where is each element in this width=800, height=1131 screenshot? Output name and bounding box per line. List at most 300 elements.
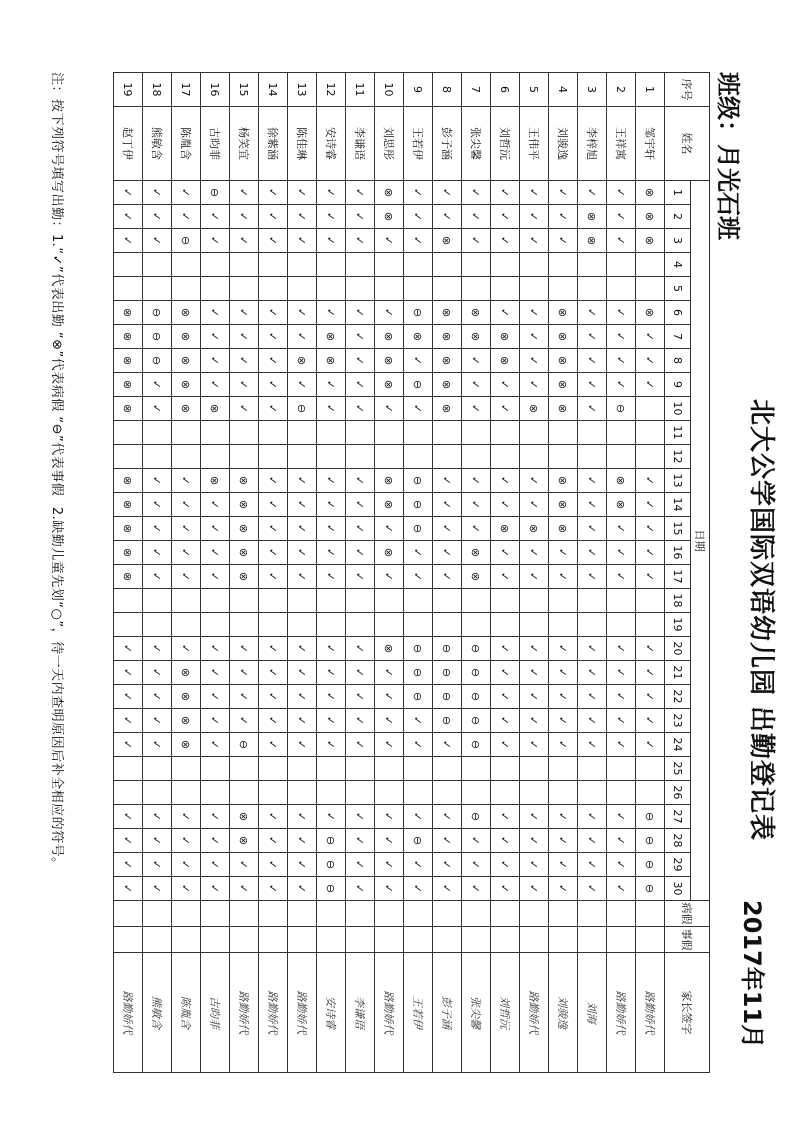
attendance-mark: ✓ [549,181,578,205]
attendance-mark: ✓ [259,397,288,421]
row-sick-total [578,901,607,927]
attendance-mark: ✓ [143,541,172,565]
attendance-mark: ✓ [433,181,462,205]
attendance-mark [433,421,462,445]
attendance-mark: ✓ [114,733,143,757]
attendance-mark: ✓ [636,349,665,373]
parent-signature: 熊敏含 [143,953,172,1073]
attendance-mark: ✓ [549,829,578,853]
day-header: 5 [665,277,691,301]
attendance-mark: ✓ [549,805,578,829]
attendance-mark [491,253,520,277]
attendance-mark: ⊗ [317,325,346,349]
attendance-mark: ✓ [433,829,462,853]
row-seq: 15 [230,73,259,107]
attendance-mark [520,589,549,613]
row-sick-total [491,901,520,927]
table-row [114,73,143,1073]
attendance-mark: ✓ [404,805,433,829]
row-seq: 12 [317,73,346,107]
row-name: 陈佳琳 [288,107,317,181]
attendance-mark: ⊖ [201,181,230,205]
attendance-mark [172,421,201,445]
attendance-mark: ⊖ [143,349,172,373]
attendance-mark: ✓ [259,733,288,757]
attendance-mark [201,253,230,277]
attendance-mark: ✓ [578,325,607,349]
attendance-mark: ✓ [491,181,520,205]
row-sick-total [114,901,143,927]
attendance-mark: ⊗ [636,205,665,229]
parent-signature: 张尖馨 [462,953,491,1073]
attendance-mark: ✓ [607,301,636,325]
attendance-mark: ✓ [201,709,230,733]
attendance-mark [114,253,143,277]
attendance-mark: ⊗ [636,301,665,325]
parent-signature: 古昀菲 [201,953,230,1073]
attendance-mark [549,277,578,301]
attendance-mark: ✓ [172,541,201,565]
attendance-mark: ✓ [288,541,317,565]
attendance-mark: ✓ [520,373,549,397]
attendance-mark [578,757,607,781]
attendance-mark [520,277,549,301]
attendance-mark: ✓ [143,517,172,541]
attendance-mark: ✓ [201,853,230,877]
attendance-mark: ✓ [433,541,462,565]
attendance-mark: ✓ [201,205,230,229]
attendance-mark: ✓ [172,829,201,853]
day-header: 4 [665,253,691,277]
attendance-mark: ✓ [404,181,433,205]
row-sick-total [375,901,404,927]
attendance-mark: ✓ [143,565,172,589]
attendance-mark [462,781,491,805]
attendance-mark: ✓ [288,685,317,709]
attendance-mark: ✓ [114,637,143,661]
day-header: 29 [665,853,691,877]
attendance-mark: ⊗ [491,325,520,349]
attendance-mark: ✓ [578,541,607,565]
attendance-mark: ✓ [317,373,346,397]
attendance-mark: ⊖ [404,301,433,325]
attendance-mark: ⊗ [375,205,404,229]
attendance-mark [375,277,404,301]
attendance-mark: ✓ [404,229,433,253]
row-personal-total [230,927,259,953]
attendance-mark: ✓ [491,541,520,565]
row-personal-total [143,927,172,953]
attendance-mark: ✓ [317,541,346,565]
attendance-mark [172,613,201,637]
attendance-mark [259,781,288,805]
attendance-mark: ✓ [607,661,636,685]
attendance-mark: ✓ [143,469,172,493]
attendance-mark [375,445,404,469]
attendance-mark: ✓ [520,541,549,565]
attendance-mark: ⊗ [549,349,578,373]
row-name: 古昀菲 [201,107,230,181]
attendance-mark: ✓ [317,181,346,205]
attendance-mark [143,589,172,613]
attendance-mark: ✓ [172,565,201,589]
row-sick-total [172,901,201,927]
attendance-mark [317,277,346,301]
attendance-mark [201,757,230,781]
attendance-mark [375,757,404,781]
attendance-mark: ⊗ [375,325,404,349]
attendance-mark [114,781,143,805]
attendance-mark [375,781,404,805]
attendance-mark: ✓ [636,541,665,565]
attendance-mark: ✓ [259,565,288,589]
attendance-mark: ⊗ [375,349,404,373]
attendance-mark: ⊗ [491,349,520,373]
row-name: 安诗睿 [317,107,346,181]
attendance-mark: ⊗ [375,541,404,565]
attendance-mark: ⊖ [288,397,317,421]
attendance-mark [549,253,578,277]
attendance-mark [636,589,665,613]
row-seq: 2 [607,73,636,107]
attendance-mark [578,253,607,277]
attendance-mark: ⊗ [375,637,404,661]
attendance-mark: ✓ [346,805,375,829]
attendance-mark: ✓ [520,877,549,901]
attendance-mark: ⊖ [433,637,462,661]
attendance-mark: ✓ [491,661,520,685]
attendance-mark: ⊗ [172,325,201,349]
parent-signature: 李谦语 [346,953,375,1073]
parent-signature: 王若伊 [404,953,433,1073]
attendance-mark: ⊗ [433,229,462,253]
row-seq: 1 [636,73,665,107]
table-row [288,73,317,1073]
attendance-mark: ✓ [346,709,375,733]
attendance-mark [143,781,172,805]
attendance-mark: ✓ [259,373,288,397]
attendance-mark [317,589,346,613]
day-header: 28 [665,829,691,853]
attendance-mark: ⊗ [172,733,201,757]
attendance-mark: ✓ [549,541,578,565]
day-header: 20 [665,637,691,661]
attendance-mark: ✓ [636,469,665,493]
row-sick-total [346,901,375,927]
attendance-mark: ✓ [607,805,636,829]
day-header: 23 [665,709,691,733]
attendance-mark [288,421,317,445]
attendance-mark: ✓ [404,877,433,901]
attendance-mark: ✓ [520,229,549,253]
row-personal-total [201,927,230,953]
attendance-mark: ⊖ [433,685,462,709]
attendance-mark: ⊖ [636,829,665,853]
attendance-mark [578,421,607,445]
attendance-mark [636,421,665,445]
attendance-mark: ⊗ [491,517,520,541]
attendance-mark: ✓ [491,829,520,853]
attendance-mark: ✓ [346,877,375,901]
attendance-mark [114,589,143,613]
table-row [607,73,636,1073]
attendance-mark: ⊗ [636,229,665,253]
attendance-mark [317,757,346,781]
attendance-mark: ✓ [346,205,375,229]
row-name: 杨笑宜 [230,107,259,181]
attendance-mark: ⊖ [404,469,433,493]
attendance-mark: ✓ [375,517,404,541]
attendance-mark: ⊖ [636,805,665,829]
attendance-mark [114,445,143,469]
parent-signature: 路勤娇代 [230,953,259,1073]
attendance-mark [259,421,288,445]
attendance-mark [433,277,462,301]
attendance-mark: ✓ [317,205,346,229]
attendance-mark: ✓ [607,541,636,565]
row-seq: 8 [433,73,462,107]
row-personal-total [607,927,636,953]
attendance-mark: ✓ [520,805,549,829]
attendance-mark: ✓ [230,637,259,661]
attendance-mark: ✓ [143,685,172,709]
row-sick-total [404,901,433,927]
attendance-mark: ✓ [259,709,288,733]
attendance-mark: ✓ [462,853,491,877]
attendance-mark: ✓ [172,853,201,877]
attendance-mark: ⊗ [114,565,143,589]
attendance-mark [143,421,172,445]
attendance-mark: ⊖ [143,301,172,325]
attendance-mark [201,613,230,637]
attendance-mark: ✓ [201,517,230,541]
attendance-mark [520,421,549,445]
attendance-mark: ⊖ [404,637,433,661]
attendance-mark [462,445,491,469]
attendance-mark [288,253,317,277]
row-personal-total [346,927,375,953]
attendance-mark [607,589,636,613]
attendance-mark: ✓ [259,637,288,661]
attendance-mark [549,421,578,445]
attendance-mark: ✓ [288,301,317,325]
attendance-mark [288,613,317,637]
attendance-mark: ✓ [259,541,288,565]
attendance-mark [607,445,636,469]
attendance-mark: ✓ [607,229,636,253]
attendance-mark: ✓ [346,685,375,709]
attendance-mark: ⊗ [230,493,259,517]
attendance-mark [462,613,491,637]
attendance-mark: ✓ [636,565,665,589]
attendance-mark [578,445,607,469]
attendance-mark [578,589,607,613]
attendance-mark: ✓ [114,229,143,253]
attendance-mark: ✓ [375,397,404,421]
attendance-mark: ⊗ [375,181,404,205]
attendance-mark: ✓ [491,685,520,709]
attendance-mark [520,253,549,277]
attendance-mark: ✓ [143,373,172,397]
attendance-mark [230,613,259,637]
attendance-mark: ✓ [636,373,665,397]
attendance-mark: ✓ [578,661,607,685]
attendance-mark: ✓ [607,517,636,541]
attendance-mark: ✓ [230,661,259,685]
attendance-mark: ⊗ [462,541,491,565]
attendance-mark: ✓ [346,373,375,397]
attendance-mark: ✓ [259,877,288,901]
row-name: 李梓旭 [578,107,607,181]
attendance-mark: ✓ [433,205,462,229]
attendance-mark: ✓ [578,373,607,397]
parent-signature: 刘哲沅 [491,953,520,1073]
attendance-mark: ⊗ [317,349,346,373]
attendance-mark: ⊖ [636,853,665,877]
parent-signature: 彭子涵 [433,953,462,1073]
attendance-mark: ✓ [201,373,230,397]
row-personal-total [114,927,143,953]
attendance-mark: ✓ [607,853,636,877]
attendance-mark: ⊗ [230,565,259,589]
day-header: 27 [665,805,691,829]
attendance-mark: ✓ [143,181,172,205]
legend-note [49,72,68,877]
attendance-mark: ✓ [114,205,143,229]
attendance-mark: ✓ [259,517,288,541]
attendance-mark: ✓ [375,853,404,877]
attendance-mark: ✓ [317,565,346,589]
attendance-mark [317,421,346,445]
attendance-mark: ✓ [433,733,462,757]
day-header: 26 [665,781,691,805]
attendance-mark: ⊗ [404,325,433,349]
attendance-mark [259,277,288,301]
attendance-mark [549,757,578,781]
attendance-mark: ✓ [201,685,230,709]
attendance-mark: ⊖ [404,661,433,685]
row-name: 刘思彤 [375,107,404,181]
attendance-mark: ⊗ [462,565,491,589]
attendance-mark: ✓ [230,181,259,205]
attendance-mark: ⊖ [230,733,259,757]
attendance-mark: ⊗ [172,661,201,685]
attendance-mark [520,781,549,805]
attendance-mark: ⊗ [172,349,201,373]
attendance-mark: ✓ [114,829,143,853]
attendance-mark: ⊖ [404,517,433,541]
attendance-mark: ⊗ [549,493,578,517]
attendance-mark: ⊗ [549,373,578,397]
attendance-mark: ✓ [143,829,172,853]
row-personal-total [578,927,607,953]
attendance-mark: ✓ [520,685,549,709]
attendance-mark: ✓ [317,685,346,709]
table-row [433,73,462,1073]
day-header: 24 [665,733,691,757]
row-seq: 14 [259,73,288,107]
attendance-mark: ✓ [607,829,636,853]
attendance-mark: ⊗ [520,397,549,421]
attendance-mark: ✓ [491,205,520,229]
attendance-mark: ✓ [288,565,317,589]
parent-signature: 路勤娇代 [288,953,317,1073]
attendance-mark [114,421,143,445]
attendance-mark [259,253,288,277]
attendance-mark: ✓ [578,877,607,901]
attendance-mark [172,445,201,469]
attendance-mark: ✓ [172,469,201,493]
day-header: 14 [665,493,691,517]
attendance-mark: ✓ [578,493,607,517]
attendance-mark [462,589,491,613]
attendance-mark: ✓ [636,517,665,541]
attendance-mark [462,757,491,781]
attendance-mark: ✓ [346,325,375,349]
attendance-mark: ✓ [462,493,491,517]
row-seq: 11 [346,73,375,107]
attendance-mark: ✓ [346,301,375,325]
attendance-mark: ✓ [259,685,288,709]
attendance-mark: ✓ [259,661,288,685]
attendance-mark: ✓ [549,205,578,229]
attendance-mark: ✓ [578,349,607,373]
attendance-mark: ✓ [375,805,404,829]
attendance-mark: ⊖ [404,685,433,709]
attendance-mark [636,253,665,277]
col-date-header: 日期 [690,181,709,901]
attendance-mark [433,757,462,781]
attendance-mark: ⊗ [636,181,665,205]
attendance-mark: ✓ [462,469,491,493]
attendance-mark: ✓ [201,661,230,685]
attendance-mark: ✓ [346,349,375,373]
attendance-mark: ✓ [462,205,491,229]
attendance-mark [114,757,143,781]
row-personal-total [288,927,317,953]
attendance-mark: ✓ [607,685,636,709]
row-personal-total [375,927,404,953]
attendance-mark: ✓ [491,877,520,901]
attendance-mark: ✓ [172,877,201,901]
attendance-mark: ✓ [433,493,462,517]
attendance-mark [636,445,665,469]
row-personal-total [259,927,288,953]
attendance-mark: ✓ [375,733,404,757]
attendance-mark: ✓ [520,661,549,685]
attendance-mark: ⊗ [114,541,143,565]
attendance-mark: ✓ [288,637,317,661]
attendance-mark: ⊗ [549,325,578,349]
attendance-mark: ⊗ [433,349,462,373]
attendance-mark: ✓ [520,301,549,325]
attendance-mark: ✓ [578,709,607,733]
attendance-mark [288,277,317,301]
attendance-mark [172,253,201,277]
attendance-mark: ✓ [317,469,346,493]
attendance-mark: ✓ [346,565,375,589]
attendance-mark [404,421,433,445]
attendance-mark: ✓ [259,469,288,493]
row-sick-total [317,901,346,927]
attendance-mark: ✓ [201,805,230,829]
attendance-mark [404,781,433,805]
attendance-mark: ⊖ [607,397,636,421]
attendance-mark [259,613,288,637]
attendance-mark: ✓ [491,733,520,757]
row-seq: 17 [172,73,201,107]
attendance-mark: ✓ [607,373,636,397]
